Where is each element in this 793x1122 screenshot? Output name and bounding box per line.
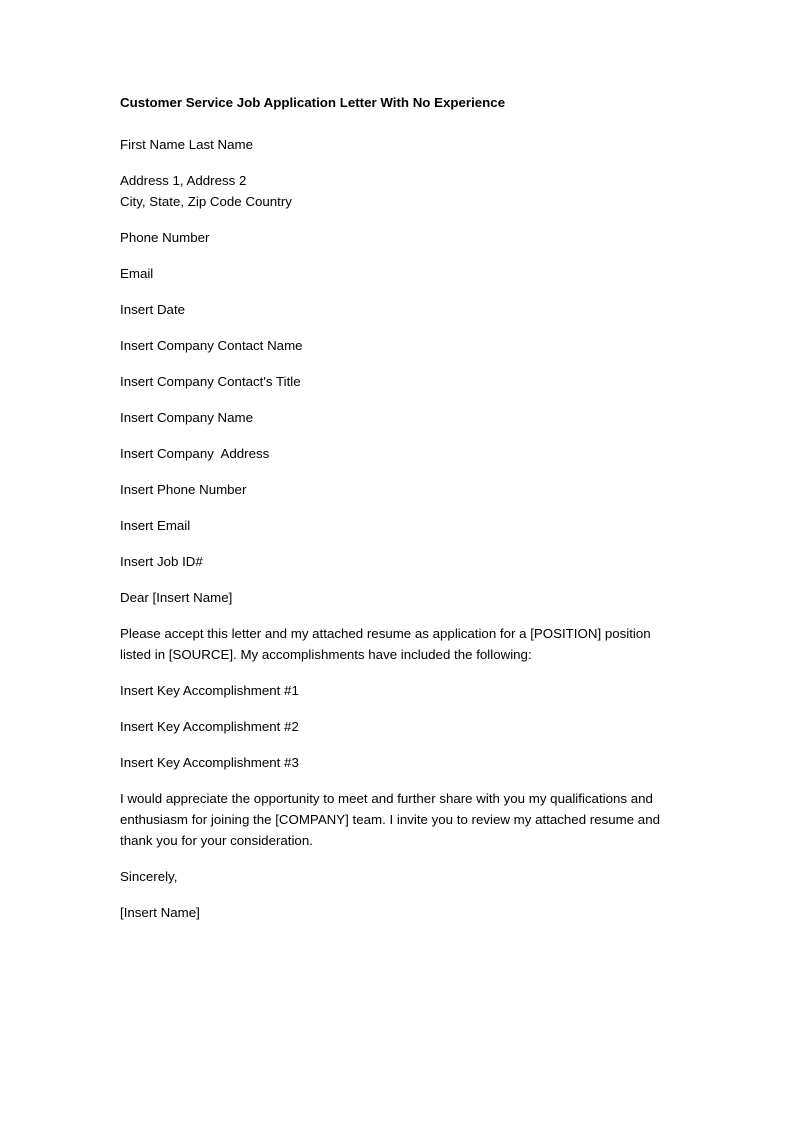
address-line-2: City, State, Zip Code Country bbox=[120, 194, 292, 209]
intro-line-1: Please accept this letter and my attached resume as application for a [POSITION] position bbox=[120, 626, 651, 641]
letter-date: Insert Date bbox=[120, 302, 186, 317]
closing-line-3: thank you for your consideration. bbox=[120, 833, 313, 848]
contact-name: Insert Company Contact Name bbox=[120, 338, 303, 353]
accomplishment-3: Insert Key Accomplishment #3 bbox=[120, 755, 299, 770]
accomplishment-2: Insert Key Accomplishment #2 bbox=[120, 719, 299, 734]
salutation: Dear [Insert Name] bbox=[120, 590, 233, 605]
company-email: Insert Email bbox=[120, 518, 191, 533]
closing-line-2: enthusiasm for joining the [COMPANY] team. I invite you to review my attached resume and bbox=[120, 812, 660, 827]
contact-title: Insert Company Contact's Title bbox=[120, 374, 301, 389]
sign-off: Sincerely, bbox=[120, 869, 178, 884]
letter-body bbox=[120, 94, 665, 938]
company-address: Insert Company Address bbox=[120, 446, 270, 461]
intro-line-2: listed in [SOURCE]. My accomplishments have included the following: bbox=[120, 647, 532, 662]
accomplishment-1: Insert Key Accomplishment #1 bbox=[120, 683, 299, 698]
closing-paragraph bbox=[120, 788, 665, 851]
sender-address bbox=[120, 170, 665, 212]
job-id: Insert Job ID# bbox=[120, 554, 203, 569]
document-title: Customer Service Job Application Letter With No Experience bbox=[120, 95, 506, 110]
sender-email: Email bbox=[120, 266, 154, 281]
address-line-1: Address 1, Address 2 bbox=[120, 173, 247, 188]
signature-name: [Insert Name] bbox=[120, 905, 200, 920]
company-phone: Insert Phone Number bbox=[120, 482, 247, 497]
sender-name: First Name Last Name bbox=[120, 137, 254, 152]
company-name: Insert Company Name bbox=[120, 410, 254, 425]
intro-paragraph bbox=[120, 623, 665, 665]
sender-phone: Phone Number bbox=[120, 230, 210, 245]
closing-line-1: I would appreciate the opportunity to meet and further share with you my qualifications and bbox=[120, 791, 653, 806]
